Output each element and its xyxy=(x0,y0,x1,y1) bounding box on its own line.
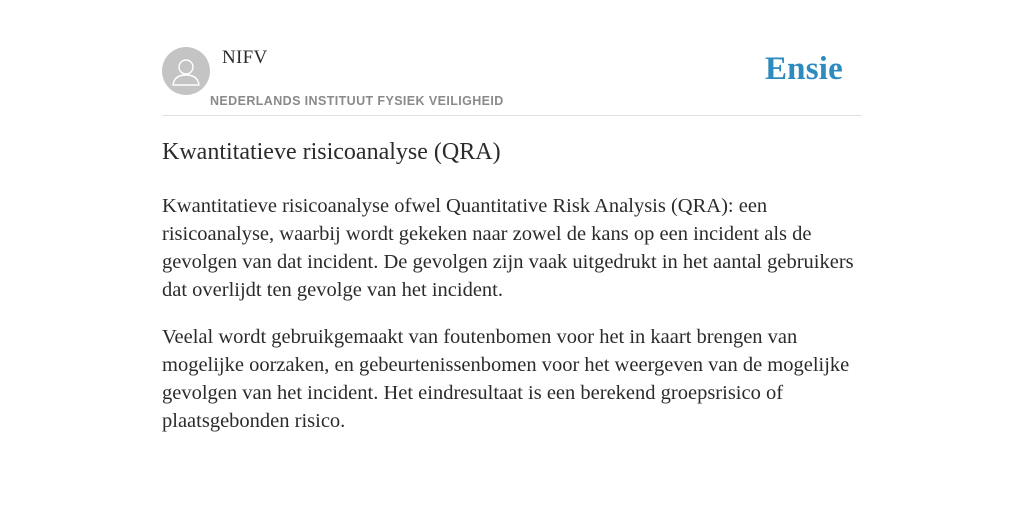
paragraph: Kwantitatieve risicoanalyse ofwel Quantitative Risk Analysis (QRA): een risicoanalyse, waarbij wordt gekeken naar zowel de kans op een incident als de gevolgen van dat incident. De gevolgen zijn vaak uitgedrukt in het aantal gebruikers dat overlijdt ten gevolge van het incident. xyxy=(162,195,854,301)
author-header xyxy=(162,47,862,116)
paragraph: Veelal wordt gebruikgemaakt van foutenbomen voor het in kaart brengen van mogelijke oorzaken, en gebeurtenissenbomen voor het weergeven van de mogelijke gevolgen van het incident. Het eindresultaat is een berekend groepsrisico of plaatsgebonden risico. xyxy=(162,326,850,432)
page-title: Kwantitatieve risicoanalyse (QRA) xyxy=(162,139,501,165)
user-silhouette-icon xyxy=(162,47,210,95)
brand-logo[interactable]: Ensie xyxy=(764,51,843,87)
article-body xyxy=(162,192,862,454)
avatar[interactable] xyxy=(162,47,210,95)
author-subtitle: NEDERLANDS INSTITUUT FYSIEK VEILIGHEID xyxy=(210,94,504,108)
author-name[interactable]: NIFV xyxy=(222,47,268,68)
